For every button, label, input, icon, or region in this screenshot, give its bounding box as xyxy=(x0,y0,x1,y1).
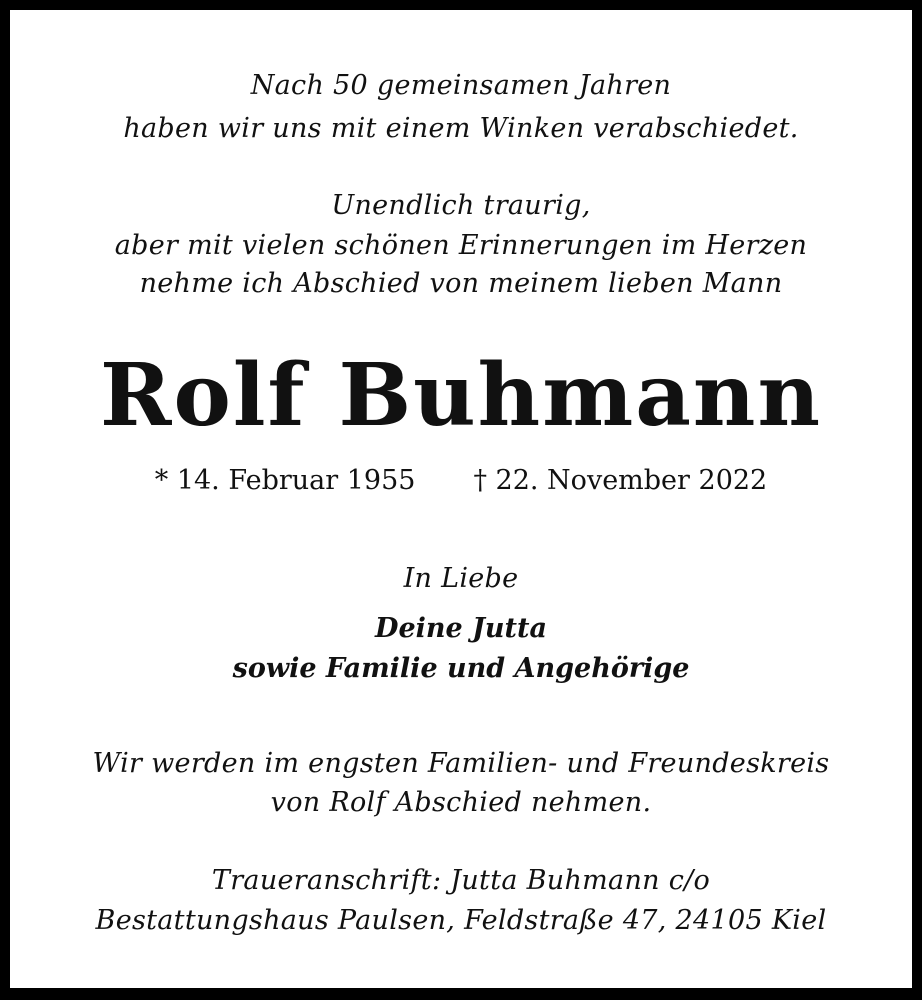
obituary-notice xyxy=(10,10,912,988)
life-dates xyxy=(10,465,912,496)
address-line-2: Bestattungshaus Paulsen, Feldstraße 47, 24105 Kiel xyxy=(95,905,827,936)
death-date: † 22. November 2022 xyxy=(473,465,768,496)
signatory-1: Deine Jutta xyxy=(375,613,547,644)
sentiment-line-1: Unendlich traurig, xyxy=(331,190,591,221)
intro-line-1: Nach 50 gemeinsamen Jahren xyxy=(250,70,672,101)
sentiment-line-3: nehme ich Abschied von meinem lieben Mann xyxy=(139,268,783,299)
closing-line: In Liebe xyxy=(403,563,519,594)
deceased-name: Rolf Buhmann xyxy=(100,345,822,446)
address-line-1: Traueranschrift: Jutta Buhmann c/o xyxy=(211,865,711,896)
farewell-line-2: von Rolf Abschied nehmen. xyxy=(270,787,652,818)
sentiment-line-2: aber mit vielen schönen Erinnerungen im Herzen xyxy=(114,230,808,261)
signatory-2: sowie Familie und Angehörige xyxy=(232,653,690,684)
birth-date: * 14. Februar 1955 xyxy=(154,465,416,496)
farewell-line-1: Wir werden im engsten Familien- und Freundeskreis xyxy=(92,748,830,779)
intro-line-2: haben wir uns mit einem Winken verabschiedet. xyxy=(123,113,799,144)
